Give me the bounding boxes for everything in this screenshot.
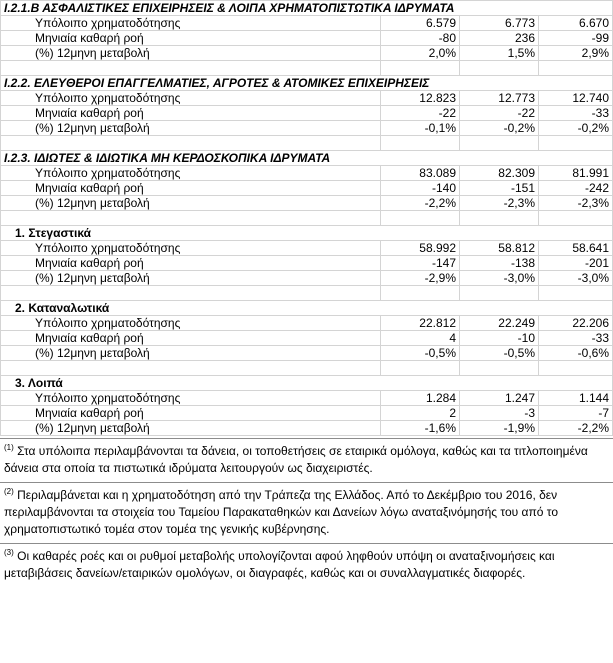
empty-cell[interactable] bbox=[460, 286, 539, 301]
row-label[interactable]: Υπόλοιπο χρηματοδότησης bbox=[1, 391, 381, 406]
section-title[interactable]: I.2.1.Β ΑΣΦΑΛΙΣΤΙΚΕΣ ΕΠΙΧΕΙΡΗΣΕΙΣ & ΛΟΙΠΑ ΧΡΗΜΑΤΟΠΙΣΤΩΤΙΚΑ ΙΔΡΥΜΑΤΑ bbox=[1, 1, 613, 16]
value-cell[interactable]: -0,2% bbox=[539, 121, 613, 136]
table-row bbox=[1, 91, 613, 106]
row-label[interactable]: (%) 12μηνη μεταβολή bbox=[1, 421, 381, 436]
table-row bbox=[1, 421, 613, 436]
table-row bbox=[1, 121, 613, 136]
empty-cell[interactable] bbox=[539, 61, 613, 76]
value-cell[interactable]: 81.991 bbox=[539, 166, 613, 181]
footnotes bbox=[0, 438, 613, 587]
value-cell[interactable]: 2 bbox=[381, 406, 460, 421]
value-cell[interactable]: 58.992 bbox=[381, 241, 460, 256]
table-row bbox=[1, 391, 613, 406]
value-cell[interactable]: 83.089 bbox=[381, 166, 460, 181]
value-cell[interactable]: -33 bbox=[539, 331, 613, 346]
empty-cell[interactable] bbox=[460, 361, 539, 376]
value-cell[interactable]: -0,5% bbox=[460, 346, 539, 361]
table-row bbox=[1, 31, 613, 46]
row-label[interactable]: (%) 12μηνη μεταβολή bbox=[1, 346, 381, 361]
value-cell[interactable]: -2,2% bbox=[381, 196, 460, 211]
blank-row bbox=[1, 61, 613, 76]
value-cell[interactable]: -2,3% bbox=[460, 196, 539, 211]
value-cell[interactable]: -1,6% bbox=[381, 421, 460, 436]
value-cell[interactable]: -147 bbox=[381, 256, 460, 271]
row-label[interactable]: (%) 12μηνη μεταβολή bbox=[1, 121, 381, 136]
subsection-title[interactable]: 3. Λοιπά bbox=[1, 376, 613, 391]
value-cell[interactable]: -151 bbox=[460, 181, 539, 196]
row-label[interactable]: Υπόλοιπο χρηματοδότησης bbox=[1, 241, 381, 256]
row-label[interactable]: (%) 12μηνη μεταβολή bbox=[1, 271, 381, 286]
value-cell[interactable]: -242 bbox=[539, 181, 613, 196]
footnote-marker: (1) bbox=[4, 443, 14, 452]
value-cell[interactable]: -22 bbox=[381, 106, 460, 121]
table-row bbox=[1, 16, 613, 31]
empty-cell[interactable] bbox=[1, 286, 381, 301]
value-cell[interactable]: -0,1% bbox=[381, 121, 460, 136]
value-cell[interactable]: 2,0% bbox=[381, 46, 460, 61]
value-cell[interactable]: -1,9% bbox=[460, 421, 539, 436]
value-cell[interactable]: -33 bbox=[539, 106, 613, 121]
value-cell[interactable]: 12.773 bbox=[460, 91, 539, 106]
table-row bbox=[1, 166, 613, 181]
footnote-text: Περιλαμβάνεται και η χρηματοδότηση από την Τράπεζα της Ελλάδος. Από το Δεκέμβριο του 2016, δεν περιλαμβάνονται τα στοιχεία του Ταμείου Παρακαταθηκών και Δανείων λόγω αναταξινόμησής του από το χρηματοπιστωτικό τομέα στον τομέα της γενικής κυβέρνησης. bbox=[4, 488, 558, 536]
empty-cell[interactable] bbox=[381, 136, 460, 151]
value-cell[interactable]: -10 bbox=[460, 331, 539, 346]
section-header-row bbox=[1, 1, 613, 16]
row-label[interactable]: Μηνιαία καθαρή ροή bbox=[1, 181, 381, 196]
empty-cell[interactable] bbox=[539, 136, 613, 151]
value-cell[interactable]: 12.740 bbox=[539, 91, 613, 106]
section-title[interactable]: I.2.2. ΕΛΕΥΘΕΡΟΙ ΕΠΑΓΓΕΛΜΑΤΙΕΣ, ΑΓΡΟΤΕΣ & ΑΤΟΜΙΚΕΣ ΕΠΙΧΕΙΡΗΣΕΙΣ bbox=[1, 76, 613, 91]
empty-cell[interactable] bbox=[1, 136, 381, 151]
subsection-header-row bbox=[1, 301, 613, 316]
footnote-marker: (3) bbox=[4, 548, 14, 557]
value-cell[interactable]: 236 bbox=[460, 31, 539, 46]
section-title[interactable]: I.2.3. ΙΔΙΩΤΕΣ & ΙΔΙΩΤΙΚΑ ΜΗ ΚΕΡΔΟΣΚΟΠΙΚΑ ΙΔΡΥΜΑΤΑ bbox=[1, 151, 613, 166]
row-label[interactable]: Υπόλοιπο χρηματοδότησης bbox=[1, 166, 381, 181]
subsection-header-row bbox=[1, 376, 613, 391]
empty-cell[interactable] bbox=[381, 286, 460, 301]
subsection-title[interactable]: 2. Καταναλωτικά bbox=[1, 301, 613, 316]
empty-cell[interactable] bbox=[1, 61, 381, 76]
empty-cell[interactable] bbox=[539, 286, 613, 301]
blank-row bbox=[1, 136, 613, 151]
row-label[interactable]: Υπόλοιπο χρηματοδότησης bbox=[1, 316, 381, 331]
footnote-text: Οι καθαρές ροές και οι ρυθμοί μεταβολής υπολογίζονται αφού ληφθούν υπόψη οι αναταξινομήσεις και μεταβιβάσεις δανείων/εταιρικών ομολόγων, οι διαγραφές, καθώς και οι συναλλαγματικές διαφορές. bbox=[4, 549, 555, 580]
value-cell[interactable]: -140 bbox=[381, 181, 460, 196]
blank-row bbox=[1, 361, 613, 376]
value-cell[interactable]: 82.309 bbox=[460, 166, 539, 181]
value-cell[interactable]: 58.812 bbox=[460, 241, 539, 256]
value-cell[interactable]: -2,9% bbox=[381, 271, 460, 286]
value-cell[interactable]: -22 bbox=[460, 106, 539, 121]
value-cell[interactable]: -138 bbox=[460, 256, 539, 271]
value-cell[interactable]: 1,5% bbox=[460, 46, 539, 61]
empty-cell[interactable] bbox=[1, 361, 381, 376]
table-row bbox=[1, 196, 613, 211]
value-cell[interactable]: 6.670 bbox=[539, 16, 613, 31]
table-row bbox=[1, 46, 613, 61]
value-cell[interactable]: -80 bbox=[381, 31, 460, 46]
empty-cell[interactable] bbox=[381, 61, 460, 76]
empty-cell[interactable] bbox=[460, 211, 539, 226]
table-row bbox=[1, 316, 613, 331]
footnote-marker: (2) bbox=[4, 487, 14, 496]
value-cell[interactable]: 2,9% bbox=[539, 46, 613, 61]
subsection-title[interactable]: 1. Στεγαστικά bbox=[1, 226, 613, 241]
value-cell[interactable]: 1.144 bbox=[539, 391, 613, 406]
value-cell[interactable]: 58.641 bbox=[539, 241, 613, 256]
row-label[interactable]: (%) 12μηνη μεταβολή bbox=[1, 46, 381, 61]
empty-cell[interactable] bbox=[1, 211, 381, 226]
value-cell[interactable]: -3,0% bbox=[539, 271, 613, 286]
row-label[interactable]: Μηνιαία καθαρή ροή bbox=[1, 331, 381, 346]
table-row bbox=[1, 241, 613, 256]
table-row bbox=[1, 181, 613, 196]
row-label[interactable]: (%) 12μηνη μεταβολή bbox=[1, 196, 381, 211]
value-cell[interactable]: -0,6% bbox=[539, 346, 613, 361]
section-header-row bbox=[1, 151, 613, 166]
value-cell[interactable]: -0,5% bbox=[381, 346, 460, 361]
table-row bbox=[1, 346, 613, 361]
value-cell[interactable]: -3,0% bbox=[460, 271, 539, 286]
empty-cell[interactable] bbox=[460, 61, 539, 76]
row-label[interactable]: Μηνιαία καθαρή ροή bbox=[1, 256, 381, 271]
value-cell[interactable]: 22.206 bbox=[539, 316, 613, 331]
row-label[interactable]: Υπόλοιπο χρηματοδότησης bbox=[1, 16, 381, 31]
subsection-header-row bbox=[1, 226, 613, 241]
footnote[interactable] bbox=[0, 543, 613, 587]
row-label[interactable]: Μηνιαία καθαρή ροή bbox=[1, 106, 381, 121]
empty-cell[interactable] bbox=[539, 211, 613, 226]
row-label[interactable]: Μηνιαία καθαρή ροή bbox=[1, 406, 381, 421]
empty-cell[interactable] bbox=[381, 361, 460, 376]
value-cell[interactable]: 4 bbox=[381, 331, 460, 346]
value-cell[interactable]: 22.812 bbox=[381, 316, 460, 331]
value-cell[interactable]: 12.823 bbox=[381, 91, 460, 106]
table-row bbox=[1, 271, 613, 286]
blank-row bbox=[1, 286, 613, 301]
section-header-row bbox=[1, 76, 613, 91]
value-cell[interactable]: -7 bbox=[539, 406, 613, 421]
value-cell[interactable]: -201 bbox=[539, 256, 613, 271]
footnote[interactable] bbox=[0, 439, 613, 482]
empty-cell[interactable] bbox=[539, 361, 613, 376]
footnote-text: Στα υπόλοιπα περιλαμβάνονται τα δάνεια, οι τοποθετήσεις σε εταιρικά ομόλογα, καθώς και τα τιτλοποιημένα δάνεια στα οποία τα πιστωτικά ιδρύματα λειτουργούν ως διαχειριστές. bbox=[4, 444, 588, 475]
blank-row bbox=[1, 211, 613, 226]
empty-cell[interactable] bbox=[381, 211, 460, 226]
empty-cell[interactable] bbox=[460, 136, 539, 151]
value-cell[interactable]: -2,3% bbox=[539, 196, 613, 211]
value-cell[interactable]: -0,2% bbox=[460, 121, 539, 136]
value-cell[interactable]: 1.284 bbox=[381, 391, 460, 406]
row-label[interactable]: Υπόλοιπο χρηματοδότησης bbox=[1, 91, 381, 106]
value-cell[interactable]: 22.249 bbox=[460, 316, 539, 331]
value-cell[interactable]: 6.579 bbox=[381, 16, 460, 31]
table-row bbox=[1, 331, 613, 346]
table-row bbox=[1, 106, 613, 121]
table-row bbox=[1, 256, 613, 271]
value-cell[interactable]: -99 bbox=[539, 31, 613, 46]
footnote[interactable] bbox=[0, 482, 613, 543]
table-row bbox=[1, 406, 613, 421]
value-cell[interactable]: -3 bbox=[460, 406, 539, 421]
value-cell[interactable]: 1.247 bbox=[460, 391, 539, 406]
value-cell[interactable]: 6.773 bbox=[460, 16, 539, 31]
value-cell[interactable]: -2,2% bbox=[539, 421, 613, 436]
row-label[interactable]: Μηνιαία καθαρή ροή bbox=[1, 31, 381, 46]
